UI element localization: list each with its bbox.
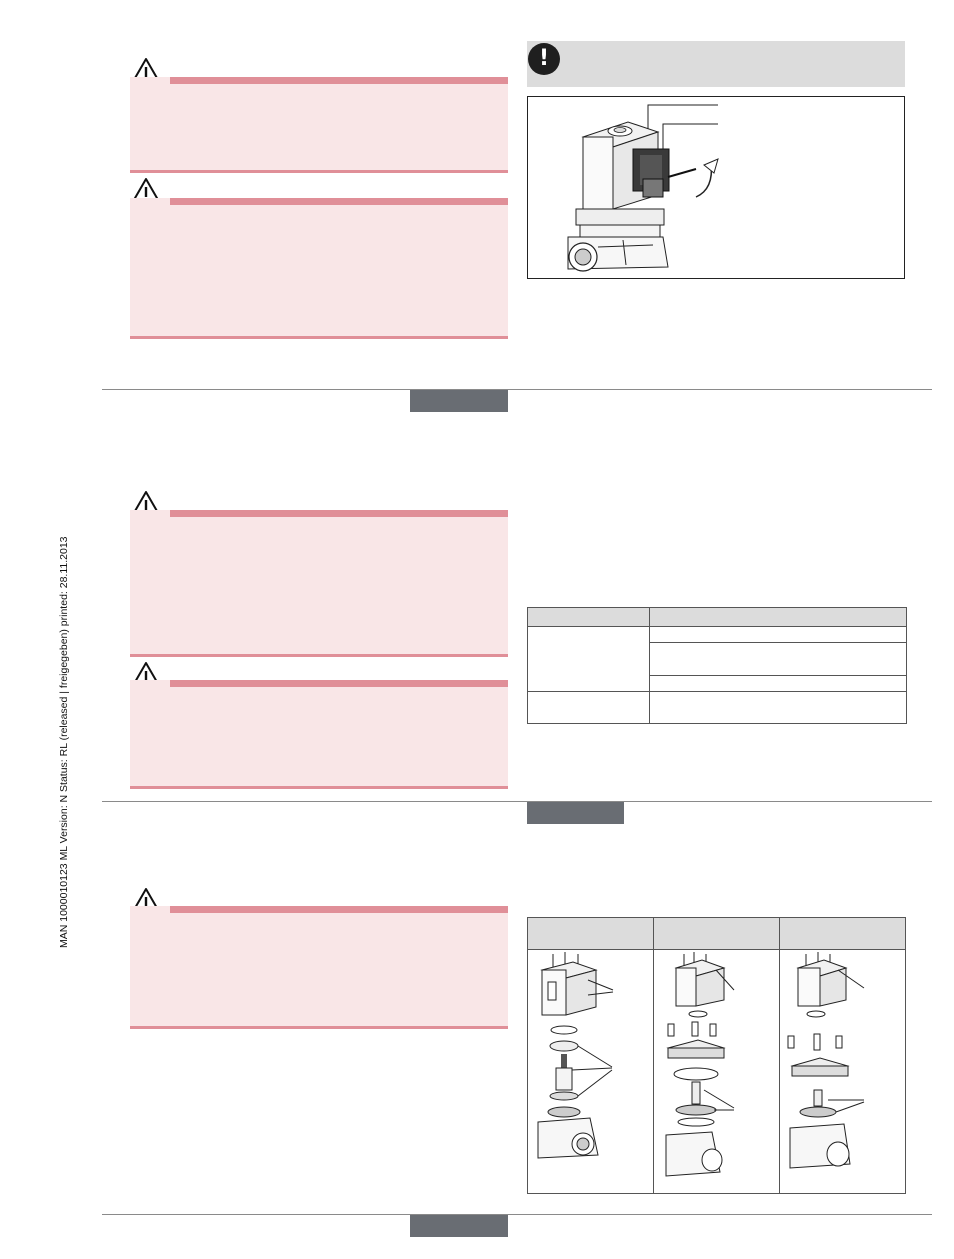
table-row [528, 627, 907, 643]
warning-box [130, 198, 508, 339]
table-header-cell [528, 918, 654, 950]
section-tab [410, 390, 508, 412]
exploded-valve-drawing [654, 950, 778, 1188]
table-cell [528, 692, 650, 724]
exploded-view-table [527, 917, 906, 1194]
warning-box [130, 680, 508, 789]
section-divider [102, 389, 932, 390]
table-header-cell [650, 608, 907, 627]
section-tab [410, 1215, 508, 1237]
table-header-cell [528, 608, 650, 627]
exploded-view-cell [780, 950, 906, 1194]
solenoid-valve-illustration [528, 97, 904, 278]
table-header-row [528, 918, 906, 950]
section-tab [527, 802, 624, 824]
specification-table [527, 607, 907, 724]
table-cell [650, 692, 907, 724]
table-cell [650, 676, 907, 692]
table-row [528, 950, 906, 1194]
note-box [527, 41, 905, 87]
warning-box [130, 906, 508, 1029]
valve-coil-figure [527, 96, 905, 279]
table-header-cell [780, 918, 906, 950]
exploded-valve-drawing [528, 950, 652, 1188]
warning-box [130, 77, 508, 173]
table-cell [650, 627, 907, 643]
table-header-cell [654, 918, 780, 950]
document-status-text: MAN 1000010123 ML Version: N Status: RL (released | freigegeben) printed: 28.11.2013 [58, 536, 70, 948]
exploded-view-cell [654, 950, 780, 1194]
table-cell [528, 627, 650, 692]
section-divider [102, 1214, 932, 1215]
exploded-valve-drawing [780, 950, 904, 1188]
warning-box [130, 510, 508, 657]
section-divider [102, 801, 932, 802]
table-cell [650, 643, 907, 676]
table-row [528, 692, 907, 724]
table-header-row [528, 608, 907, 627]
exploded-view-cell [528, 950, 654, 1194]
exclamation-circle-icon: ! [528, 43, 560, 75]
